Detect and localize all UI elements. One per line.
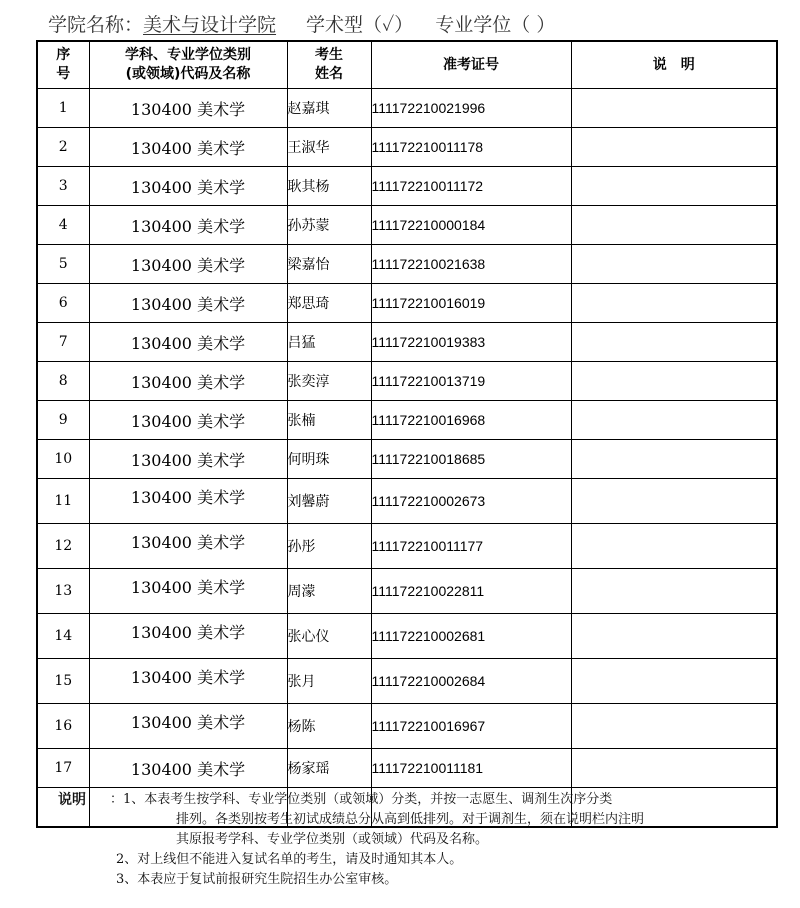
cell-ticket: 111172210002681 (371, 614, 571, 659)
cell-major: 130400 美术学 (89, 479, 287, 524)
cell-note (571, 440, 777, 479)
note-1-line-2: 排列。各类别按考生初试成绩总分从高到低排列。对于调剂生，须在说明栏内注明 (176, 812, 645, 827)
table-row (37, 401, 777, 440)
cell-name: 孙苏蒙 (287, 206, 371, 245)
cell-note (571, 128, 777, 167)
cell-note (571, 659, 777, 704)
notes-label: 说明 (58, 792, 86, 808)
cell-major: 130400 美术学 (89, 569, 287, 614)
cell-ticket: 111172210019383 (371, 323, 571, 362)
cell-ticket: 111172210016019 (371, 284, 571, 323)
cell-name: 耿其杨 (287, 167, 371, 206)
cell-seq: 6 (37, 284, 89, 323)
cell-name: 张心仪 (287, 614, 371, 659)
cell-note (571, 479, 777, 524)
cell-major: 130400 美术学 (89, 128, 287, 167)
cell-name: 刘馨蔚 (287, 479, 371, 524)
cell-seq: 2 (37, 128, 89, 167)
cell-name: 张奕淳 (287, 362, 371, 401)
table-row (37, 245, 777, 284)
cell-seq: 9 (37, 401, 89, 440)
cell-major: 130400 美术学 (89, 89, 287, 128)
table-row (37, 569, 777, 614)
cell-major: 130400 美术学 (89, 167, 287, 206)
cell-ticket: 111172210021638 (371, 245, 571, 284)
cell-ticket: 111172210002684 (371, 659, 571, 704)
cell-major: 130400 美术学 (89, 245, 287, 284)
cell-name: 张楠 (287, 401, 371, 440)
header-major: 学科、专业学位类别 (或领域)代码及名称 (89, 41, 287, 89)
table-row (37, 206, 777, 245)
table-row (37, 362, 777, 401)
cell-seq: 14 (37, 614, 89, 659)
cell-major: 130400 美术学 (89, 749, 287, 788)
cell-ticket: 111172210016968 (371, 401, 571, 440)
table-row (37, 524, 777, 569)
cell-major: 130400 美术学 (89, 284, 287, 323)
cell-seq: 15 (37, 659, 89, 704)
cell-seq: 16 (37, 704, 89, 749)
note-item-2: 2、对上线但不能进入复试名单的考生，请及时通知其本人。 (116, 852, 463, 867)
cell-ticket: 111172210013719 (371, 362, 571, 401)
college-name: 美术与设计学院 (143, 14, 277, 36)
cell-name: 吕猛 (287, 323, 371, 362)
cell-note (571, 245, 777, 284)
cell-name: 周濛 (287, 569, 371, 614)
cell-note (571, 614, 777, 659)
cell-seq: 13 (37, 569, 89, 614)
cell-seq: 7 (37, 323, 89, 362)
candidate-table (36, 40, 778, 828)
cell-ticket: 111172210011172 (371, 167, 571, 206)
table-row (37, 704, 777, 749)
table-row (37, 284, 777, 323)
cell-name: 何明珠 (287, 440, 371, 479)
cell-seq: 11 (37, 479, 89, 524)
cell-note (571, 749, 777, 788)
note-item-1 (58, 790, 778, 850)
cell-seq: 4 (37, 206, 89, 245)
table-row (37, 167, 777, 206)
professional-type: 专业学位（ ） (435, 14, 556, 36)
note-1-line-1: ：1、本表考生按学科、专业学位类别（或领域）分类，并按一志愿生、调剂生次序分类 (110, 792, 613, 807)
cell-major: 130400 美术学 (89, 440, 287, 479)
cell-name: 梁嘉怡 (287, 245, 371, 284)
table-row (37, 749, 777, 788)
header-seq: 序 号 (37, 41, 89, 89)
cell-seq: 8 (37, 362, 89, 401)
college-label: 学院名称： (48, 14, 144, 36)
footnotes (58, 790, 778, 890)
cell-seq: 5 (37, 245, 89, 284)
cell-note (571, 89, 777, 128)
cell-seq: 12 (37, 524, 89, 569)
cell-ticket: 111172210011177 (371, 524, 571, 569)
cell-major: 130400 美术学 (89, 614, 287, 659)
academic-type: 学术型（✓） (306, 14, 414, 36)
cell-ticket: 111172210018685 (371, 440, 571, 479)
cell-major: 130400 美术学 (89, 659, 287, 704)
cell-name: 王淑华 (287, 128, 371, 167)
cell-note (571, 569, 777, 614)
cell-name: 张月 (287, 659, 371, 704)
table-row (37, 659, 777, 704)
cell-name: 郑思琦 (287, 284, 371, 323)
cell-ticket: 111172210016967 (371, 704, 571, 749)
cell-note (571, 362, 777, 401)
header-name: 考生 姓名 (287, 41, 371, 89)
cell-name: 孙彤 (287, 524, 371, 569)
cell-seq: 1 (37, 89, 89, 128)
cell-ticket: 111172210011181 (371, 749, 571, 788)
cell-major: 130400 美术学 (89, 704, 287, 749)
table-row (37, 479, 777, 524)
cell-major: 130400 美术学 (89, 206, 287, 245)
cell-seq: 17 (37, 749, 89, 788)
cell-ticket: 111172210021996 (371, 89, 571, 128)
cell-note (571, 323, 777, 362)
cell-major: 130400 美术学 (89, 362, 287, 401)
header-ticket: 准考证号 (371, 41, 571, 89)
table-row (37, 128, 777, 167)
table-row (37, 89, 777, 128)
header-note: 说 明 (571, 41, 777, 89)
form-header (48, 10, 555, 40)
cell-note (571, 284, 777, 323)
cell-name: 杨家瑶 (287, 749, 371, 788)
cell-note (571, 401, 777, 440)
table-row (37, 323, 777, 362)
table-row (37, 614, 777, 659)
cell-ticket: 111172210011178 (371, 128, 571, 167)
table-header-row (37, 41, 777, 89)
cell-major: 130400 美术学 (89, 323, 287, 362)
cell-name: 杨陈 (287, 704, 371, 749)
cell-note (571, 704, 777, 749)
cell-name: 赵嘉琪 (287, 89, 371, 128)
cell-major: 130400 美术学 (89, 524, 287, 569)
cell-seq: 10 (37, 440, 89, 479)
note-1-line-3: 其原报考学科、专业学位类别（或领域）代码及名称。 (176, 832, 489, 847)
cell-note (571, 167, 777, 206)
cell-ticket: 111172210022811 (371, 569, 571, 614)
cell-major: 130400 美术学 (89, 401, 287, 440)
cell-note (571, 206, 777, 245)
cell-ticket: 111172210000184 (371, 206, 571, 245)
cell-seq: 3 (37, 167, 89, 206)
note-item-3: 3、本表应于复试前报研究生院招生办公室审核。 (116, 872, 398, 887)
cell-note (571, 524, 777, 569)
cell-ticket: 111172210002673 (371, 479, 571, 524)
table-row (37, 440, 777, 479)
